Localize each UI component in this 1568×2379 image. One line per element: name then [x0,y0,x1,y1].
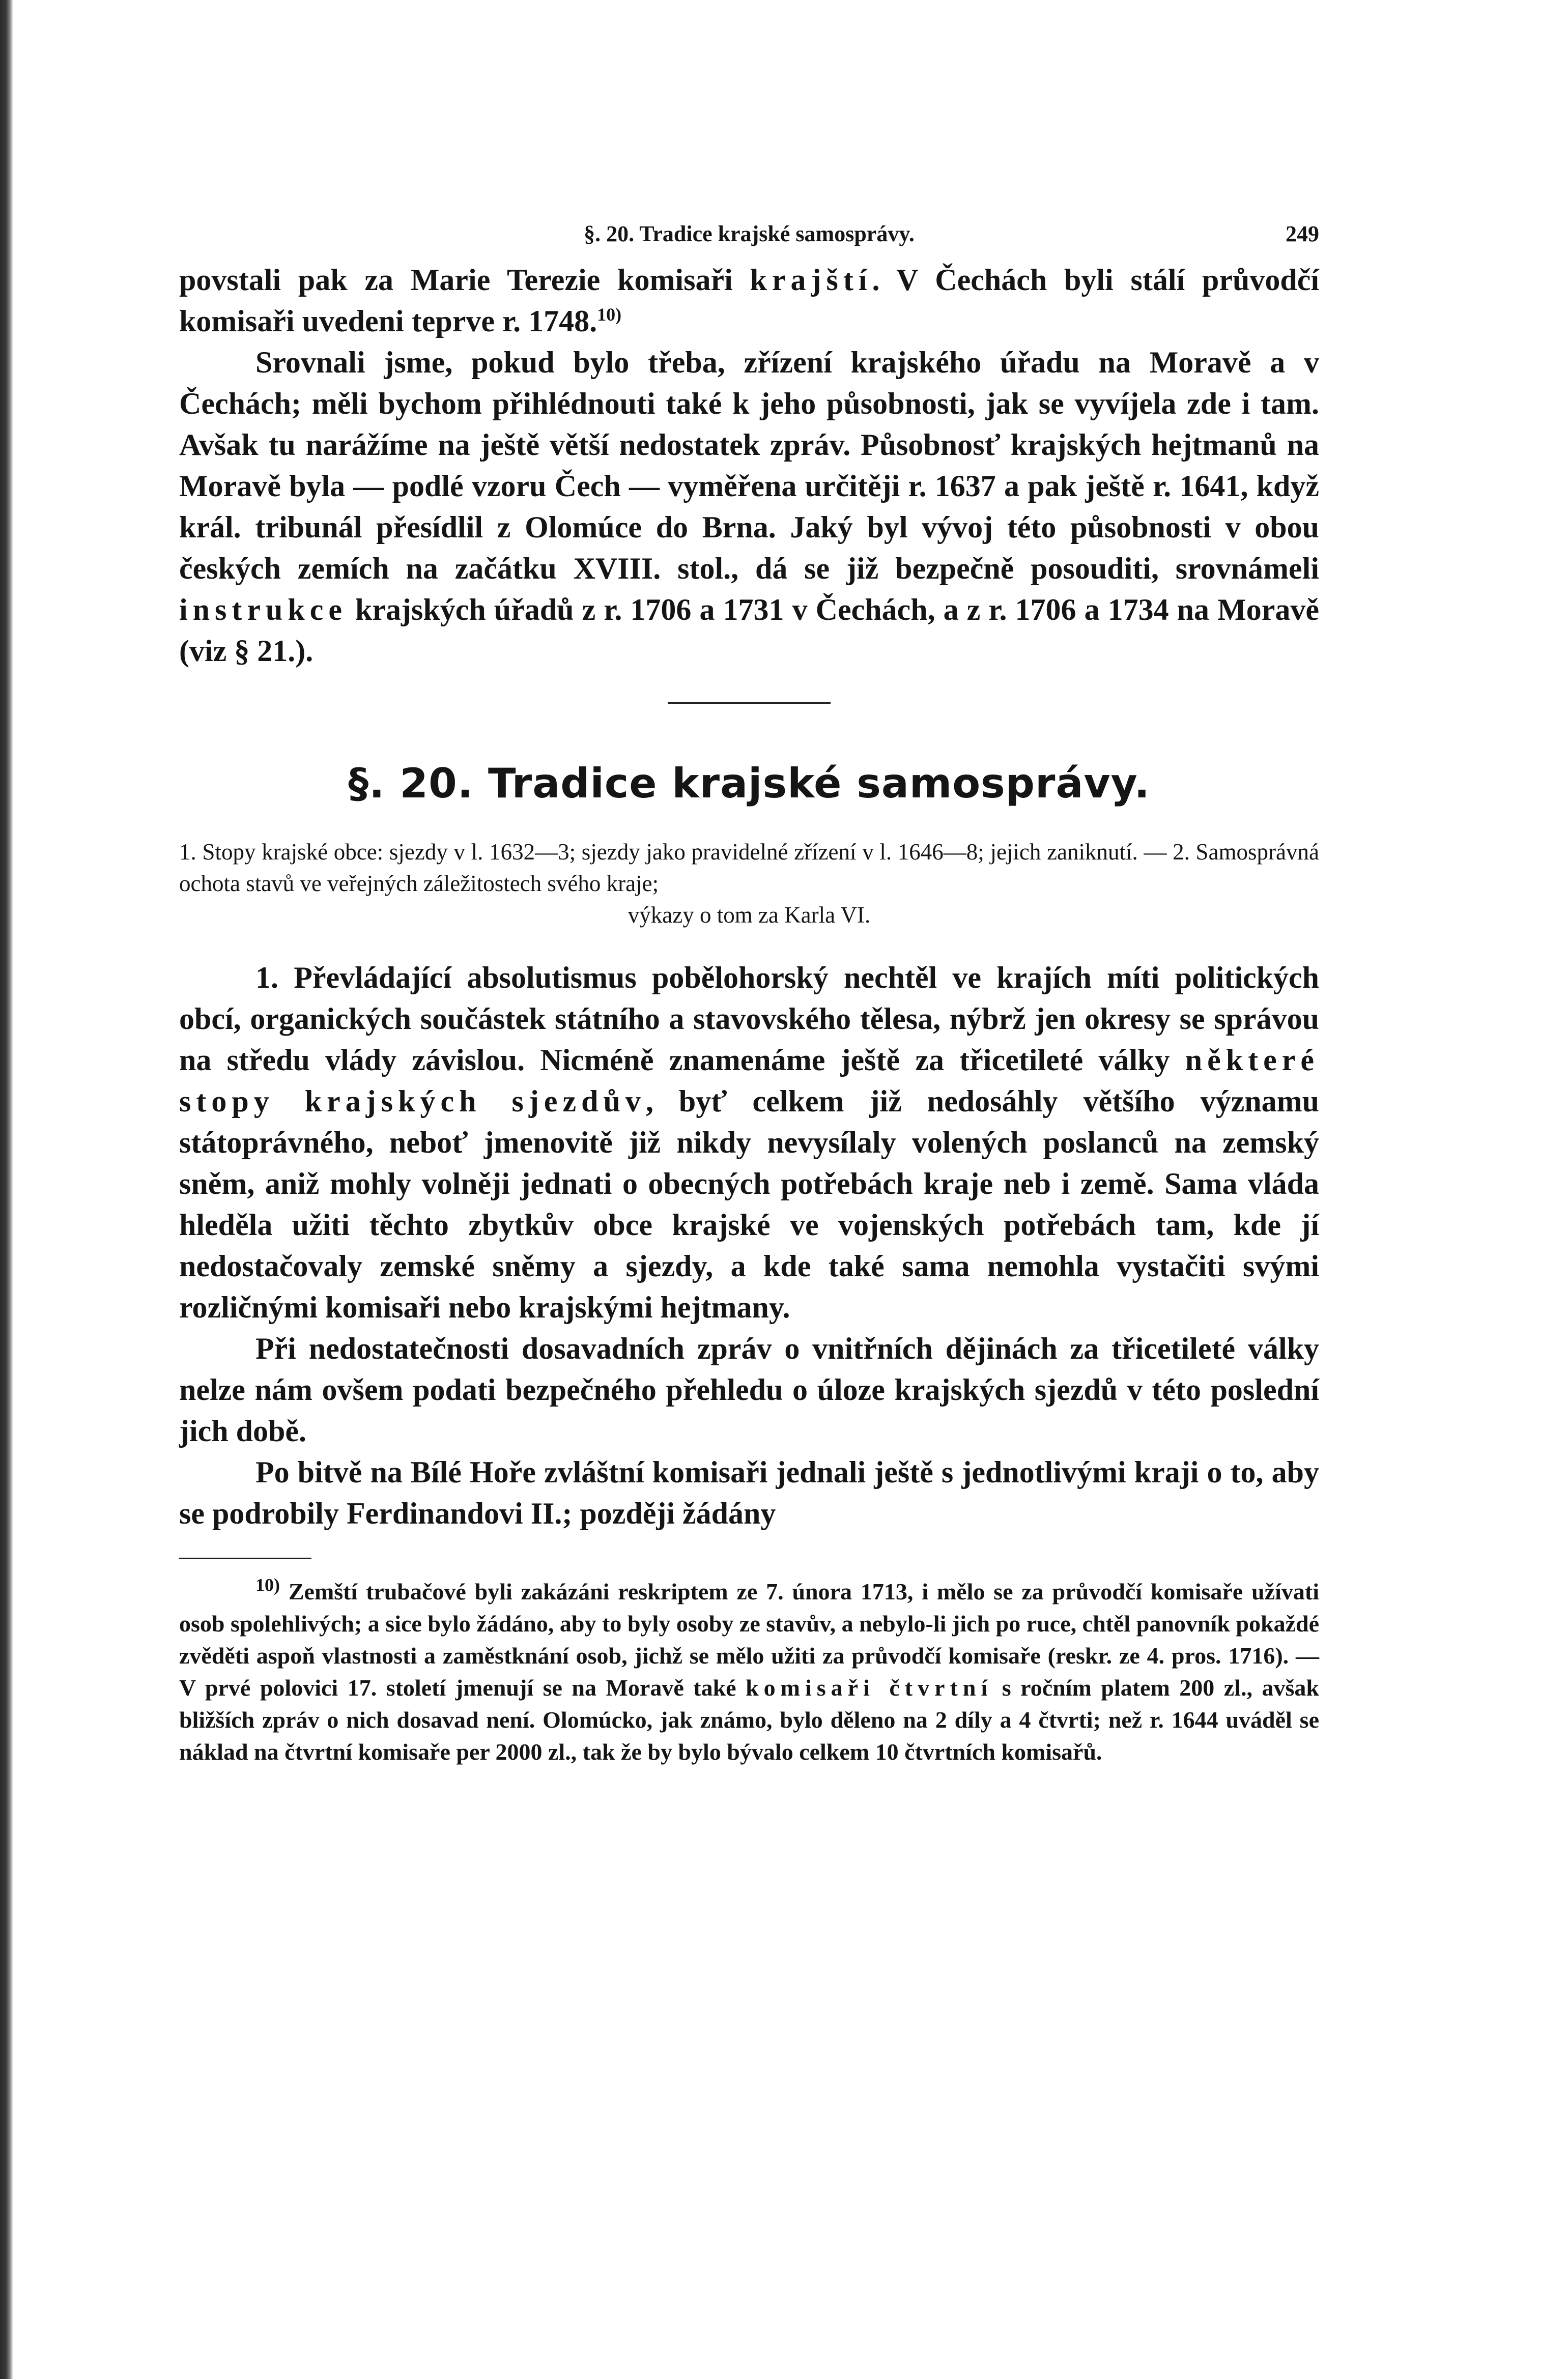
summary-last-line: výkazy o tom za Karla VI. [628,902,871,928]
text-run: . V Čechách byli stálí průvodčí komisaři uvedeni teprve r. 1748. [179,263,1319,338]
text-run: Srovnali jsme, pokud bylo třeba, zřízení krajského úřadu na Moravě a v Čechách; měli bychom přihlédnouti také k jeho působnosti, jak se vyvíjela zde i tam. Avšak tu narážíme na ještě větší nedostatek zpráv. Působnosť krajských hejtmanů na Moravě byla — podlé vzoru Čech — vyměřena určitěji r. 1637 a pak ještě r. 1641, když král. tribunál přesídlil z Olomúce do Brna. Jaký byl vývoj této působnosti v obou českých zemích na začátku XVIII. stol., dá se již bezpečně posouditi, srovnámeli [179,346,1319,585]
running-head [179,219,1319,260]
footnote-paragraph [179,1575,1319,1768]
spaced-text: instrukce [179,593,347,626]
text-run: s ročním platem 200 zl., avšak bližších zpráv o nich dosavad není. Olomúcko, jak známo, bylo děleno na 2 díly a 4 čtvrti; než r. 1644 uváděl se náklad na čtvrtní komisaře per 2000 zl., tak že by bylo bývalo celkem 10 čtvrtních komisařů. [179,1675,1320,1765]
main-paragraph-1 [179,957,1319,1328]
scan-binding-edge [0,0,13,2379]
spaced-text: komisaři čtvrtní [746,1675,993,1701]
main-paragraph-3: Po bitvě na Bílé Hoře zvláštní komisaři jednali ještě s jednotlivými kraji o to, aby se podrobily Ferdinandovi II.; později žádány [179,1455,1319,1530]
footnote-reference: 10) [597,304,622,325]
spaced-text: některé stopy krajských sjezdův [179,1043,1319,1118]
text-run: krajských úřadů z r. 1706 a 1731 v Čechách, a z r. 1706 a 1734 na Moravě (viz § 21.). [179,593,1319,668]
section-divider [668,702,831,704]
main-paragraph-2: Při nedostatečnosti dosavadních zpráv o vnitřních dějinách za třicetileté války nelze nám ovšem podati bezpečného přehledu o úloze krajských sjezdů v této poslední jich době. [179,1332,1319,1448]
footnote-rule [179,1558,311,1559]
footnote-marker: 10) [255,1574,280,1595]
section-heading: §. 20. Tradice krajské samosprávy. [348,760,1150,807]
text-run: povstali pak za Marie Terezie komisaři [179,263,750,297]
text-run: 1. Převládající absolutismus pobělohorský nechtěl ve krajích míti politických obcí, organických součástek státního a stavovského tělesa, nýbrž jen okresy se správou na středu vlády závislou. Nicméně znamenáme ještě za třicetileté války [179,961,1319,1077]
intro-paragraph-1 [179,260,1319,342]
main-text [179,957,1319,1534]
footnote [179,1575,1319,1768]
running-head-title: §. 20. Tradice krajské samosprávy. [584,221,915,246]
intro-paragraph-2 [179,342,1319,672]
summary-text: 1. Stopy krajské obce: sjezdy v l. 1632—3; sjezdy jako pravidelné zřízení v l. 1646—8; jejich zaniknutí. — 2. Samosprávná ochota stavů ve veřejných záležitostech svého kraje; [179,839,1319,896]
intro-text [179,260,1319,672]
spaced-text: krajští [750,263,872,297]
book-page [179,219,1319,1768]
text-run: Zemští trubačové byli zakázáni reskriptem ze 7. února 1713, i mělo se za průvodčí komisaře užívati osob spolehlivých; a sice bylo žádáno, aby to byly osoby ze stavův, a nebylo-li jich po ruce, chtěl panovník pokaždé zvěděti aspoň vlastnosti a zaměstknání osob, jichž se mělo užiti za průvodčí komisaře (reskr. ze 4. pros. 1716). — V prvé polovici 17. století jmenují se na Moravě také [179,1579,1319,1701]
page-number: 249 [1286,221,1319,246]
section-summary [179,836,1319,931]
text-run: , byť celkem již nedosáhly většího významu státoprávného, neboť jmenovitě již nikdy nevysílaly volených poslanců na zemský sněm, aniž mohly volněji jednati o obecných potřebách kraje neb i země. Sama vláda hleděla užiti těchto zbytkův obce krajské ve vojenských potřebách tam, kde jí nedostačovaly zemské sněmy a sjezdy, a kde také sama nemohla vystačiti svými rozličnými komisaři nebo krajskými hejtmany. [179,1084,1319,1324]
